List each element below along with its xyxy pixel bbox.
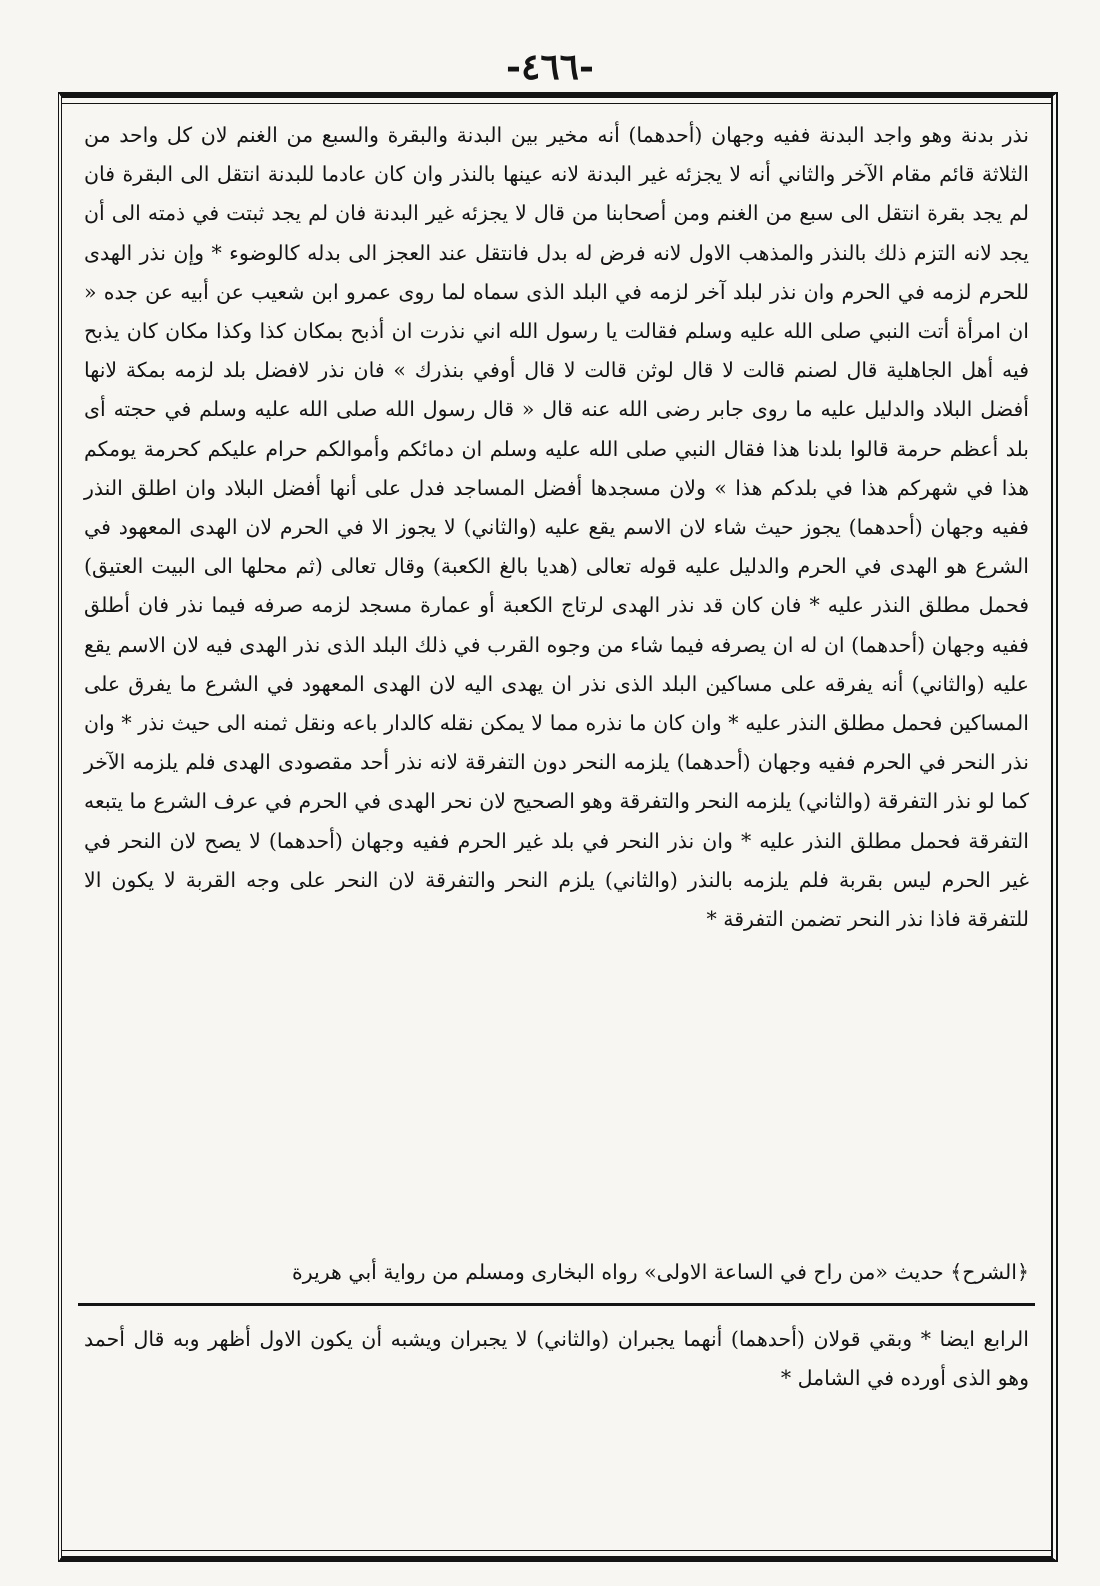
footnote-divider [78, 1303, 1035, 1306]
main-text: نذر بدنة وهو واجد البدنة ففيه وجهان (أحدهما) أنه مخير بين البدنة والبقرة والسبع من الغنم لان كل واحد من الثلاثة قائم مقام الآخر والثاني أنه لا يجزئه غير البدنة لانه عينها بالنذر وان كان عادما للبدنة انتقل الى البقرة فان لم يجد بقرة انتقل الى سبع من الغنم ومن أصحابنا من قال لا يجزئه غير البدنة فان لم يجد ثبتت في ذمته الى أن يجد لانه التزم ذلك بالنذر والمذهب الاول لانه فرض له بدل فانتقل عند العجز الى بدله كالوضوء * وإن نذر الهدى للحرم لزمه في الحرم وان نذر لبلد آخر لزمه في البلد الذى سماه لما روى عمرو ابن شعيب عن أبيه عن جده « ان امرأة أتت النبي صلى الله عليه وسلم فقالت يا رسول الله اني نذرت ان أذبح بمكان كذا وكذا مكان كان يذبح فيه أهل الجاهلية قال لصنم قالت لا قال لوثن قالت لا قال أوفي بنذرك » فان نذر لافضل بلد لزمه بمكة لانها أفضل البلاد والدليل عليه ما روى جابر رضى الله عنه قال « قال رسول الله صلى الله عليه وسلم في حجته أى بلد أعظم حرمة قالوا بلدنا هذا فقال النبي صلى الله عليه وسلم ان دمائكم وأموالكم حرام عليكم كحرمة يومكم هذا في شهركم هذا في بلدكم هذا » ولان مسجدها أفضل المساجد فدل على أنها أفضل البلاد وان اطلق النذر ففيه وجهان (أحدهما) يجوز حيث شاء لان الاسم يقع عليه (والثاني) لا يجوز الا في الحرم لان الهدى المعهود في الشرع هو الهدى في الحرم والدليل عليه قوله تعالى (هديا بالغ الكعبة) وقال تعالى (ثم محلها الى البيت العتيق) فحمل مطلق النذر عليه * فان كان قد نذر الهدى لرتاج الكعبة أو عمارة مسجد لزمه صرفه فيما نذر فان أطلق ففيه وجهان (أحدهما) ان له ان يصرفه فيما شاء من وجوه القرب في ذلك البلد الذى نذر الهدى فيه لان الاسم يقع عليه (والثاني) أنه يفرقه على مساكين البلد الذى نذر ان يهدى اليه لان الهدى المعهود في الشرع ما يفرق على المساكين فحمل مطلق النذر عليه * وان كان ما نذره مما لا يمكن نقله كالدار باعه ونقل ثمنه الى حيث نذر * وان نذر النحر في الحرم ففيه وجهان (أحدهما) يلزمه النحر دون التفرقة لانه نذر أحد مقصودى الهدى فلم يلزمه الآخر كما لو نذر التفرقة (والثاني) يلزمه النحر والتفرقة وهو الصحيح لان نحر الهدى في الحرم في عرف الشرع ما يتبعه التفرقة فحمل مطلق النذر عليه * وان نذر النحر في بلد غير الحرم ففيه وجهان (أحدهما) لا يصح لان النحر في غير الحرم ليس بقربة فلم يلزمه بالنذر (والثاني) يلزم النحر والتفرقة لان النحر على وجه القربة لا يكون الا للتفرقة فاذا نذر النحر تضمن التفرقة * [84, 123, 1029, 932]
sharh-line: ﴿الشرح﴾ حديث «من راح في الساعة الاولى» رواه البخارى ومسلم من رواية أبي هريرة [291, 1260, 1029, 1284]
footnote-text: الرابع ايضا * وبقي قولان (أحدهما) أنهما يجبران (والثاني) لا يجبران ويشبه أن يكون الاول أظهر وبه قال أحمد وهو الذى أورده في الشامل * [84, 1327, 1029, 1390]
main-text-block [84, 116, 1029, 939]
page-number: -٤٦٦- [506, 46, 594, 88]
page-frame [58, 92, 1058, 1562]
